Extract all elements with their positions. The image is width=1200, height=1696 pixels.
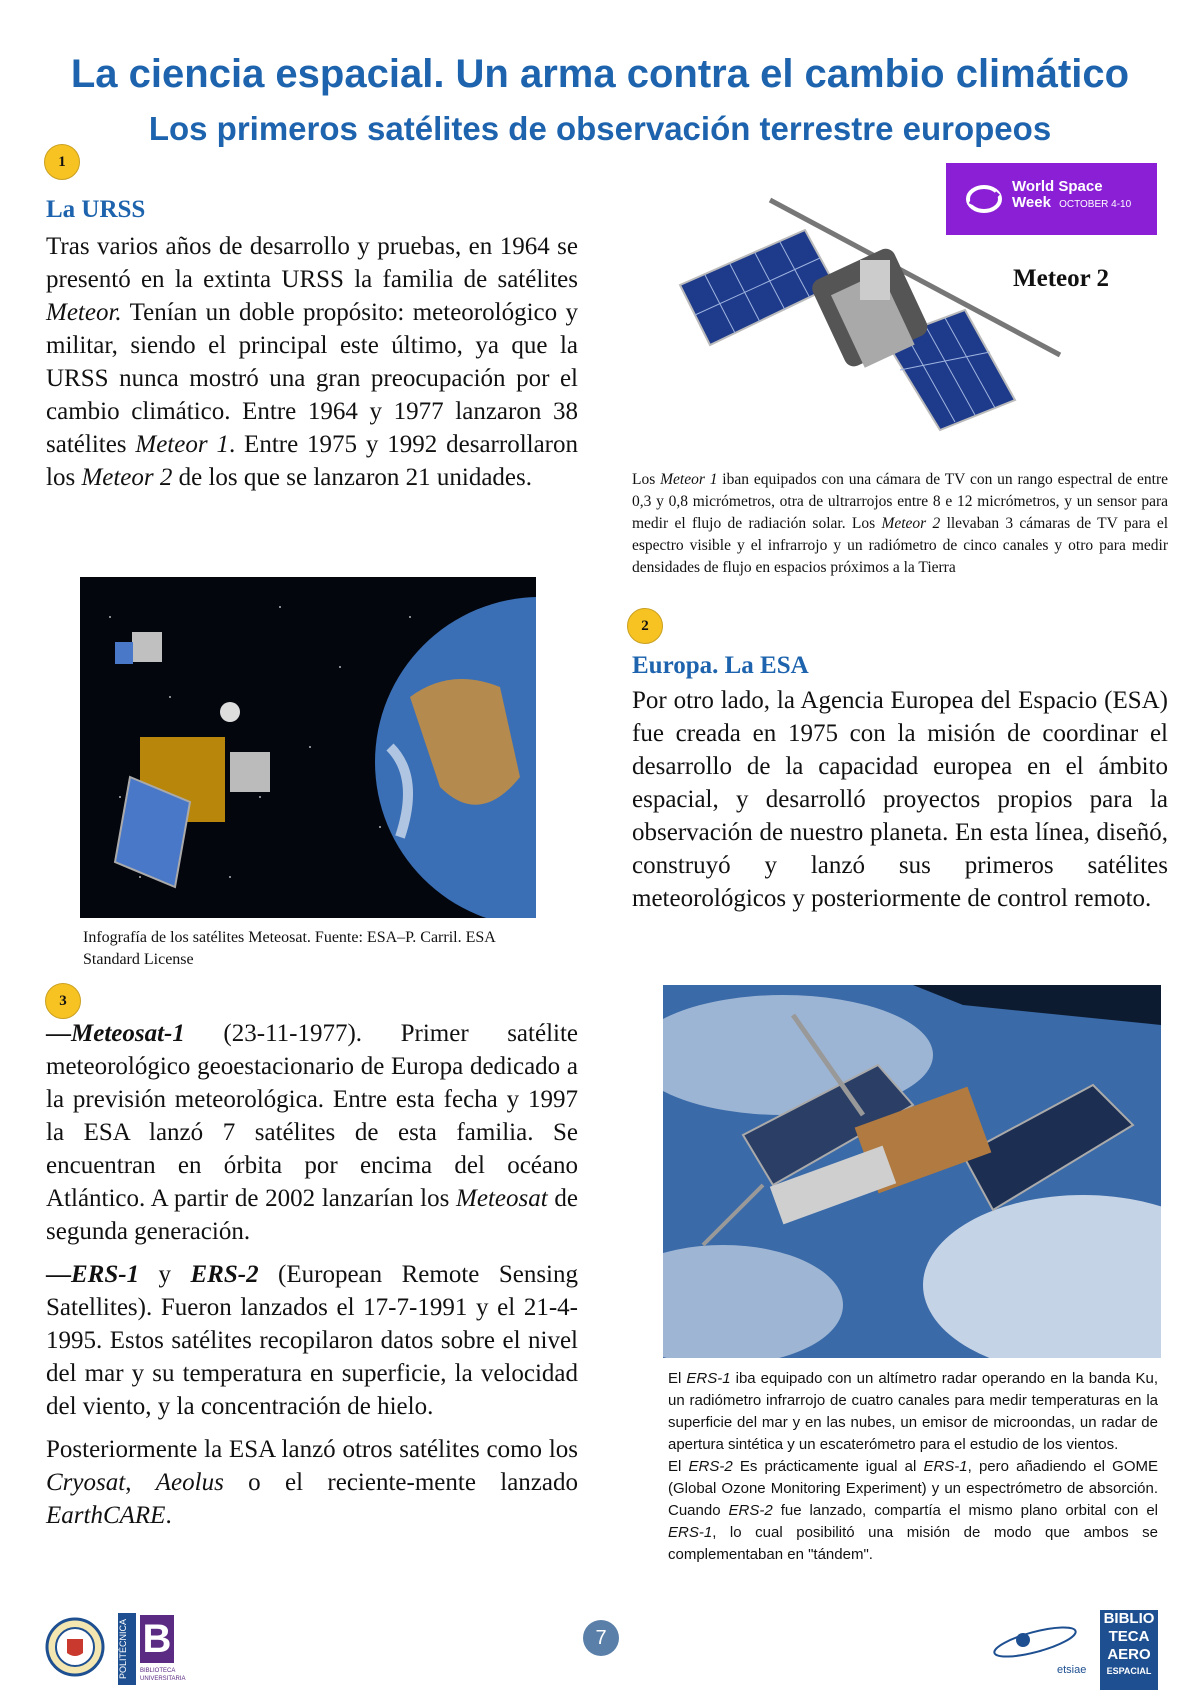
page-number: 7 [583,1620,619,1656]
meteor-caption: Los Meteor 1 iban equipados con una cámara de TV con un rango espectral de entre 0,3 y 0,8 micrómetros, otra de ultrarrojos entre 8 e 12 micrómetros, y un sensor para medir el flujo de radiación solar. Los Meteor 2 llevaban 3 cámaras de TV para el espectro visible y el infrarrojo y un radiómetro de cinco canales y otro para medir densidades de flujo en espacios próximos a la Tierra [632,471,1169,576]
biblio-line-3: AERO [1107,1646,1151,1663]
biblioteca-aeroespacial-logo [1100,1610,1158,1690]
wsw-dates: OCTOBER 4-10 [1059,199,1132,210]
section-badge-3: 3 [45,983,81,1019]
upm-side-band [118,1613,136,1685]
section-badge-2: 2 [627,608,663,644]
page-subtitle: Los primeros satélites de observación terrestre europeos [148,110,1052,147]
upm-side-label: POLITÉCNICA [118,1619,128,1680]
biblio-line-4: ESPACIAL [1106,1666,1152,1676]
solar-panel-left [680,230,835,345]
ers-satellite-image [663,985,1161,1358]
biblioteca-universitaria-logo [140,1615,186,1683]
ers-caption: El ERS-1 iba equipado con un altímetro radar operando en la banda Ku, un radiómetro infrarrojo de cuatro canales para medir temperaturas en la superficie del mar y en las nubes, un emisor de microondas, un radar de apertura sintética y un escaterómetro para el estudio de los vientos. El ERS-2 Es prácticamente igual al ERS-1, pero añadiendo el GOME (Global Ozone Monitoring Experiment) y un espectrómetro de absorción. Cuando ERS-2 fue lanzado, compartía el mismo plano orbital con el ERS-1, lo cual posibilitó una misión de modo que ambos se complementaban en "tándem". [668,1370,1158,1563]
bib-caption-2: UNIVERSITARIA [140,1676,186,1682]
meteosat-caption: Infografía de los satélites Meteosat. Fuente: ESA–P. Carril. ESA Standard License [83,929,495,968]
wsw-line2: Week [1012,194,1051,211]
biblio-line-1: BIBLIO [1103,1610,1155,1627]
section-heading-urss: La URSS [46,196,146,223]
page-title: La ciencia espacial. Un arma contra el cambio climático [70,52,1130,96]
etsiae-label: etsiae [1057,1664,1087,1676]
meteor-image-label: Meteor 2 [1013,265,1110,292]
wsw-line1: World Space [1012,178,1103,195]
bib-caption-1: BIBLIOTECA [140,1668,176,1674]
section-badge-1: 1 [44,144,80,180]
etsiae-logo [985,1622,1085,1682]
meteosat-infographic-image [80,577,536,918]
section-text-satellites: —Meteosat-1 (23-11-1977). Primer satélite meteorológico geoestacionario de Europa dedicado a la previsión meteorológica. Entre esta fecha y 1997 la ESA lanzó 7 satélites de esta familia. Se encuentran en órbita por encima del océano Atlántico. A partir de 2002 lanzarían los Meteosat de segunda generación. —ERS-1 y ERS-2 (European Remote Sensing Satellites). Fueron lanzados el 17-7-1991 y el 21-4-1995. Estos satélites recopilaron datos sobre el nivel del mar y su temperatura en superficie, la velocidad del viento, y la concentración de hielo. Posteriormente la ESA lanzó otros satélites como los Cryosat, Aeolus o el reciente-mente lanzado EarthCARE. [46,1020,578,1529]
biblio-line-2: TECA [1108,1628,1150,1645]
meteor-2-image [660,190,1080,440]
section-text-esa: Por otro lado, la Agencia Europea del Espacio (ESA) fue creada en 1975 con la misión de coordinar el desarrollo de la capacidad europea en el ámbito espacial, y desarrolló proyectos propios para la observación de nuestro planeta. En esta línea, diseñó, construyó y lanzó sus primeros satélites meteorológicos y posteriormente de control remoto. [632,687,1168,912]
section-heading-esa: Europa. La ESA [632,652,809,679]
b-letter-icon: B [140,1615,174,1663]
upm-seal-logo [45,1617,105,1677]
section-text-urss: Tras varios años de desarrollo y pruebas, en 1964 se presentó en la extinta URSS la familia de satélites Meteor. Tenían un doble propósito: meteorológico y militar, siendo el principal este último, ya que la URSS nunca mostró una gran preocupación por el cambio climático. Entre 1964 y 1977 lanzaron 38 satélites Meteor 1. Entre 1975 y 1992 desarrollaron los Meteor 2 de los que se lanzaron 21 unidades. [46,233,579,491]
